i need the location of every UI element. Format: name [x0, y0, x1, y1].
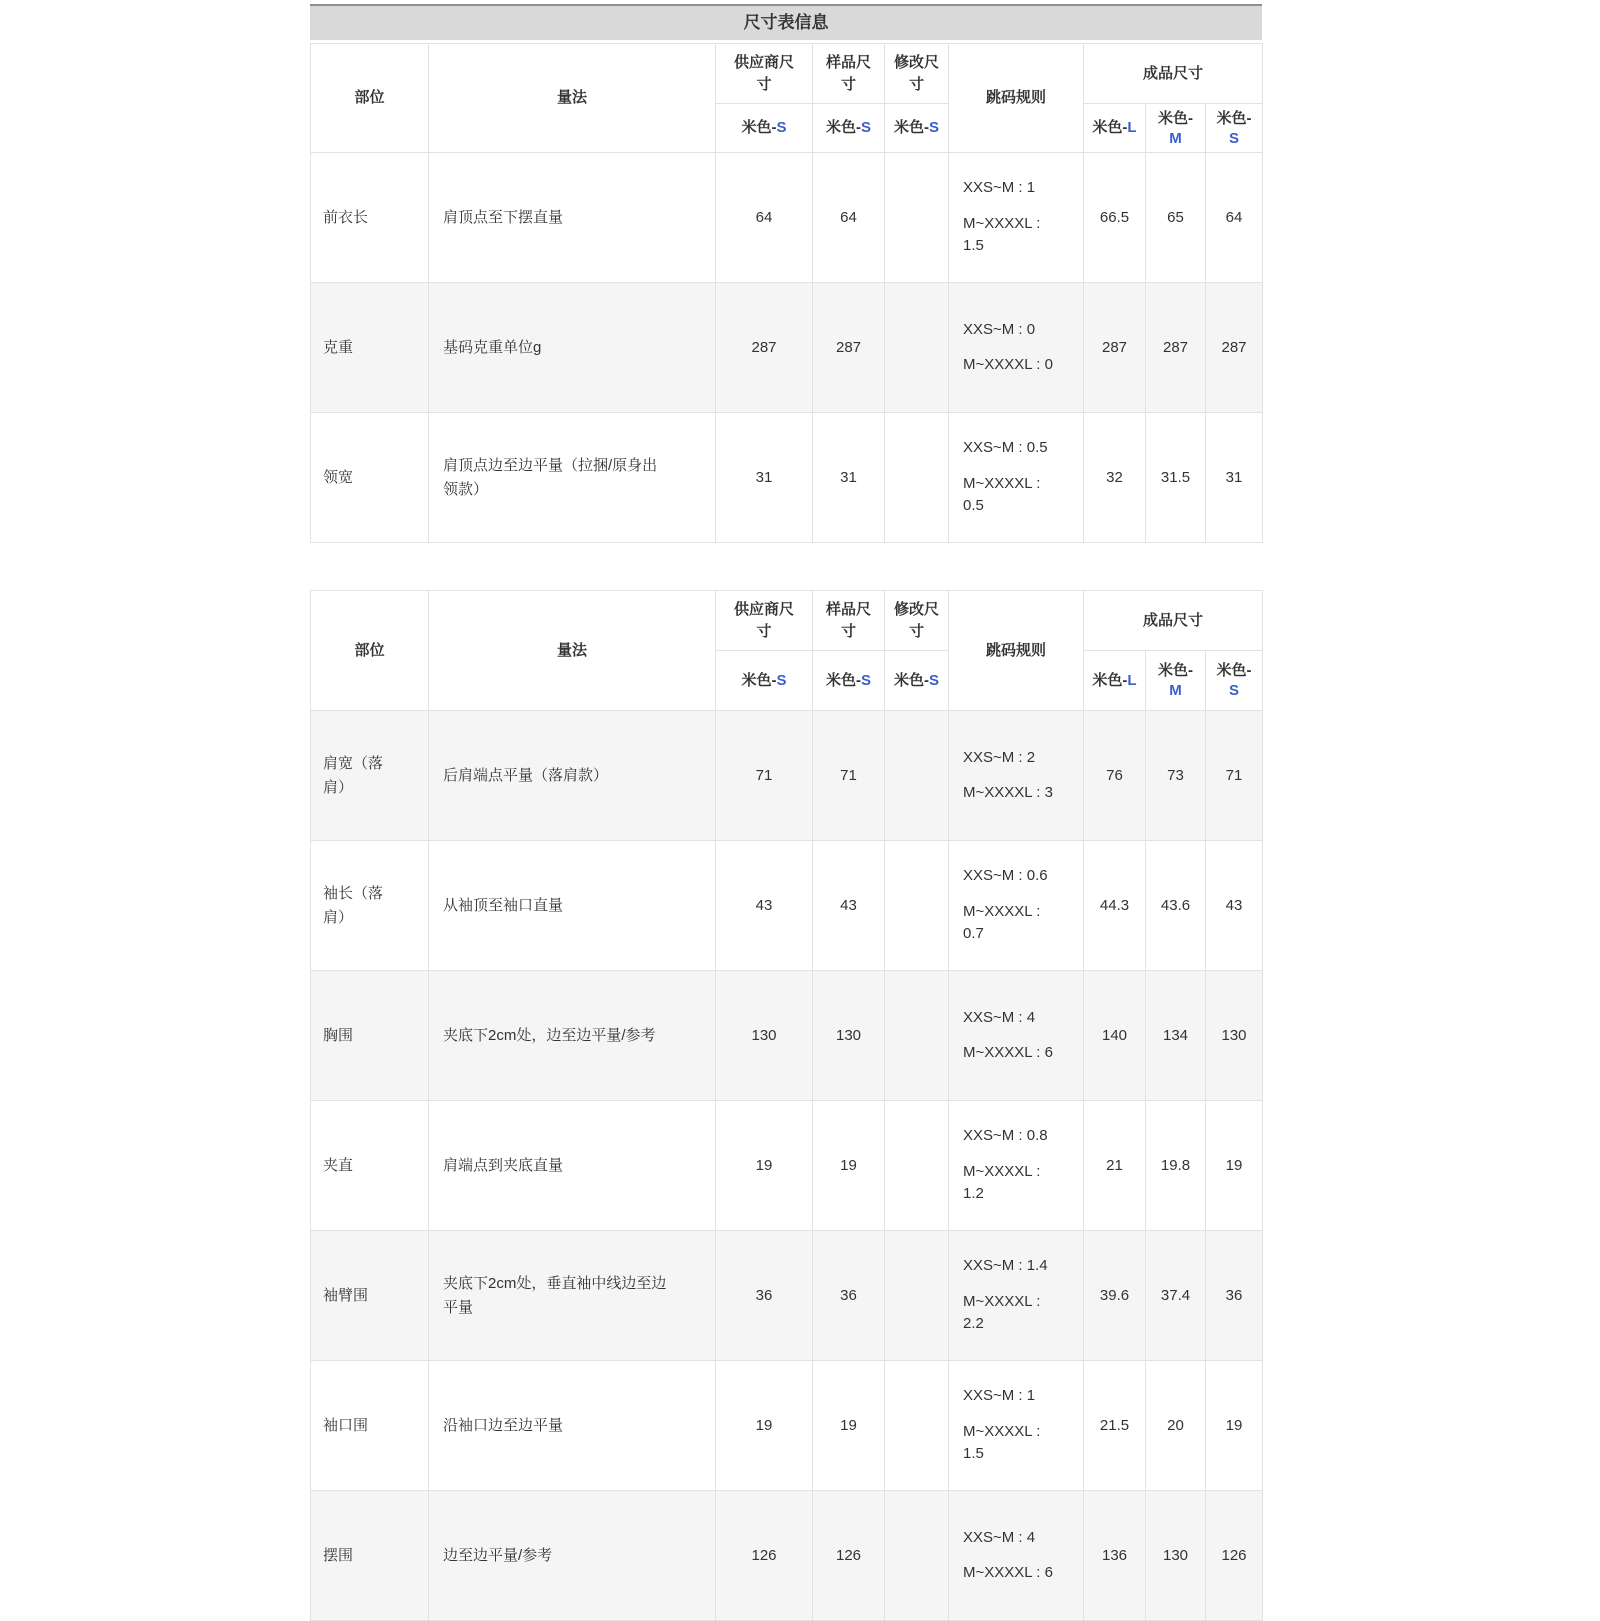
table-row-cuff	[311, 1361, 1263, 1491]
grading-rule-cell: XXS~M : 0.5 M~XXXXL : 0.5	[949, 413, 1084, 543]
part-cell: 肩宽（落肩）	[311, 711, 429, 841]
finished-s-cell: 36	[1206, 1231, 1263, 1361]
table-row-sleeve-arm	[311, 1231, 1263, 1361]
table-row-gram-weight	[311, 283, 1263, 413]
column-header-part: 部位	[311, 591, 429, 711]
finished-s-cell: 31	[1206, 413, 1263, 543]
finished-s-cell: 19	[1206, 1361, 1263, 1491]
method-cell: 边至边平量/参考	[429, 1491, 716, 1621]
supplier-size-cell: 64	[716, 153, 813, 283]
finished-l-cell: 66.5	[1084, 153, 1146, 283]
method-cell: 肩端点到夹底直量	[429, 1101, 716, 1231]
sample-size-cell: 64	[813, 153, 885, 283]
method-cell: 从袖顶至袖口直量	[429, 841, 716, 971]
finished-m-cell: 37.4	[1146, 1231, 1206, 1361]
method-cell: 夹底下2cm处，垂直袖中线边至边平量	[429, 1231, 716, 1361]
part-cell: 袖长（落肩）	[311, 841, 429, 971]
column-header-finished-size: 成品尺寸	[1084, 44, 1263, 104]
finished-s-cell: 64	[1206, 153, 1263, 283]
finished-s-cell: 287	[1206, 283, 1263, 413]
sample-size-cell: 287	[813, 283, 885, 413]
finished-m-cell: 43.6	[1146, 841, 1206, 971]
supplier-size-cell: 19	[716, 1101, 813, 1231]
page-title: 尺寸表信息	[310, 4, 1262, 40]
modified-size-cell	[885, 711, 949, 841]
table-row-neck-width	[311, 413, 1263, 543]
column-header-sample-size: 样品尺寸	[813, 44, 885, 104]
subheader-modified-beige-s: 米色-S	[885, 104, 949, 153]
grading-rule-cell: XXS~M : 1 M~XXXXL : 1.5	[949, 1361, 1084, 1491]
finished-m-cell: 73	[1146, 711, 1206, 841]
finished-m-cell: 130	[1146, 1491, 1206, 1621]
column-header-modified-size: 修改尺寸	[885, 44, 949, 104]
supplier-size-cell: 31	[716, 413, 813, 543]
subheader-modified-beige-s: 米色-S	[885, 651, 949, 711]
sample-size-cell: 19	[813, 1361, 885, 1491]
finished-m-cell: 287	[1146, 283, 1206, 413]
subheader-finished-beige-l: 米色-L	[1084, 651, 1146, 711]
subheader-finished-beige-m: 米色- M	[1146, 104, 1206, 153]
supplier-size-cell: 130	[716, 971, 813, 1101]
method-cell: 肩顶点边至边平量（拉捆/原身出领款）	[429, 413, 716, 543]
supplier-size-cell: 71	[716, 711, 813, 841]
finished-m-cell: 65	[1146, 153, 1206, 283]
sample-size-cell: 130	[813, 971, 885, 1101]
method-cell: 基码克重单位g	[429, 283, 716, 413]
method-cell: 夹底下2cm处，边至边平量/参考	[429, 971, 716, 1101]
finished-s-cell: 71	[1206, 711, 1263, 841]
finished-l-cell: 76	[1084, 711, 1146, 841]
column-header-supplier-size: 供应商尺寸	[716, 44, 813, 104]
part-cell: 夹直	[311, 1101, 429, 1231]
subheader-finished-beige-m: 米色- M	[1146, 651, 1206, 711]
sample-size-cell: 126	[813, 1491, 885, 1621]
finished-m-cell: 20	[1146, 1361, 1206, 1491]
part-cell: 前衣长	[311, 153, 429, 283]
finished-l-cell: 39.6	[1084, 1231, 1146, 1361]
table-row-shoulder-width	[311, 711, 1263, 841]
subheader-sample-beige-s: 米色-S	[813, 651, 885, 711]
modified-size-cell	[885, 153, 949, 283]
finished-m-cell: 19.8	[1146, 1101, 1206, 1231]
grading-rule-cell: XXS~M : 2 M~XXXXL : 3	[949, 711, 1084, 841]
finished-s-cell: 43	[1206, 841, 1263, 971]
grading-rule-cell: XXS~M : 0.6 M~XXXXL : 0.7	[949, 841, 1084, 971]
method-cell: 后肩端点平量（落肩款）	[429, 711, 716, 841]
sample-size-cell: 19	[813, 1101, 885, 1231]
grading-rule-cell: XXS~M : 1.4 M~XXXXL : 2.2	[949, 1231, 1084, 1361]
table-row-hem	[311, 1491, 1263, 1621]
subheader-finished-beige-s: 米色- S	[1206, 104, 1263, 153]
table-row-chest	[311, 971, 1263, 1101]
finished-l-cell: 136	[1084, 1491, 1146, 1621]
part-cell: 克重	[311, 283, 429, 413]
subheader-supplier-beige-s: 米色-S	[716, 104, 813, 153]
supplier-size-cell: 126	[716, 1491, 813, 1621]
column-header-grading-rule: 跳码规则	[949, 44, 1084, 153]
finished-s-cell: 126	[1206, 1491, 1263, 1621]
table-row-armhole	[311, 1101, 1263, 1231]
modified-size-cell	[885, 1231, 949, 1361]
finished-l-cell: 21.5	[1084, 1361, 1146, 1491]
size-chart-sheet	[310, 4, 1262, 1621]
subheader-finished-beige-l: 米色-L	[1084, 104, 1146, 153]
table-row-front-length	[311, 153, 1263, 283]
subheader-sample-beige-s: 米色-S	[813, 104, 885, 153]
column-header-part: 部位	[311, 44, 429, 153]
finished-l-cell: 287	[1084, 283, 1146, 413]
sample-size-cell: 71	[813, 711, 885, 841]
part-cell: 袖臂围	[311, 1231, 429, 1361]
supplier-size-cell: 19	[716, 1361, 813, 1491]
part-cell: 袖口围	[311, 1361, 429, 1491]
part-cell: 领宽	[311, 413, 429, 543]
supplier-size-cell: 43	[716, 841, 813, 971]
column-header-modified-size: 修改尺寸	[885, 591, 949, 651]
finished-l-cell: 140	[1084, 971, 1146, 1101]
modified-size-cell	[885, 413, 949, 543]
grading-rule-cell: XXS~M : 4 M~XXXXL : 6	[949, 971, 1084, 1101]
sample-size-cell: 43	[813, 841, 885, 971]
method-cell: 沿袖口边至边平量	[429, 1361, 716, 1491]
grading-rule-cell: XXS~M : 4 M~XXXXL : 6	[949, 1491, 1084, 1621]
sample-size-cell: 31	[813, 413, 885, 543]
finished-s-cell: 19	[1206, 1101, 1263, 1231]
finished-l-cell: 44.3	[1084, 841, 1146, 971]
modified-size-cell	[885, 971, 949, 1101]
finished-m-cell: 31.5	[1146, 413, 1206, 543]
column-header-method: 量法	[429, 44, 716, 153]
finished-m-cell: 134	[1146, 971, 1206, 1101]
subheader-finished-beige-s: 米色- S	[1206, 651, 1263, 711]
finished-s-cell: 130	[1206, 971, 1263, 1101]
column-header-grading-rule: 跳码规则	[949, 591, 1084, 711]
column-header-sample-size: 样品尺寸	[813, 591, 885, 651]
part-cell: 摆围	[311, 1491, 429, 1621]
grading-rule-cell: XXS~M : 0.8 M~XXXXL : 1.2	[949, 1101, 1084, 1231]
modified-size-cell	[885, 283, 949, 413]
modified-size-cell	[885, 1491, 949, 1621]
size-table-1	[310, 43, 1263, 543]
column-header-method: 量法	[429, 591, 716, 711]
method-cell: 肩顶点至下摆直量	[429, 153, 716, 283]
modified-size-cell	[885, 841, 949, 971]
column-header-supplier-size: 供应商尺寸	[716, 591, 813, 651]
grading-rule-cell: XXS~M : 1 M~XXXXL : 1.5	[949, 153, 1084, 283]
table-row-sleeve-length	[311, 841, 1263, 971]
subheader-supplier-beige-s: 米色-S	[716, 651, 813, 711]
column-header-finished-size: 成品尺寸	[1084, 591, 1263, 651]
finished-l-cell: 21	[1084, 1101, 1146, 1231]
modified-size-cell	[885, 1361, 949, 1491]
supplier-size-cell: 36	[716, 1231, 813, 1361]
modified-size-cell	[885, 1101, 949, 1231]
sample-size-cell: 36	[813, 1231, 885, 1361]
part-cell: 胸围	[311, 971, 429, 1101]
grading-rule-cell: XXS~M : 0 M~XXXXL : 0	[949, 283, 1084, 413]
supplier-size-cell: 287	[716, 283, 813, 413]
finished-l-cell: 32	[1084, 413, 1146, 543]
size-table-2	[310, 590, 1263, 1621]
